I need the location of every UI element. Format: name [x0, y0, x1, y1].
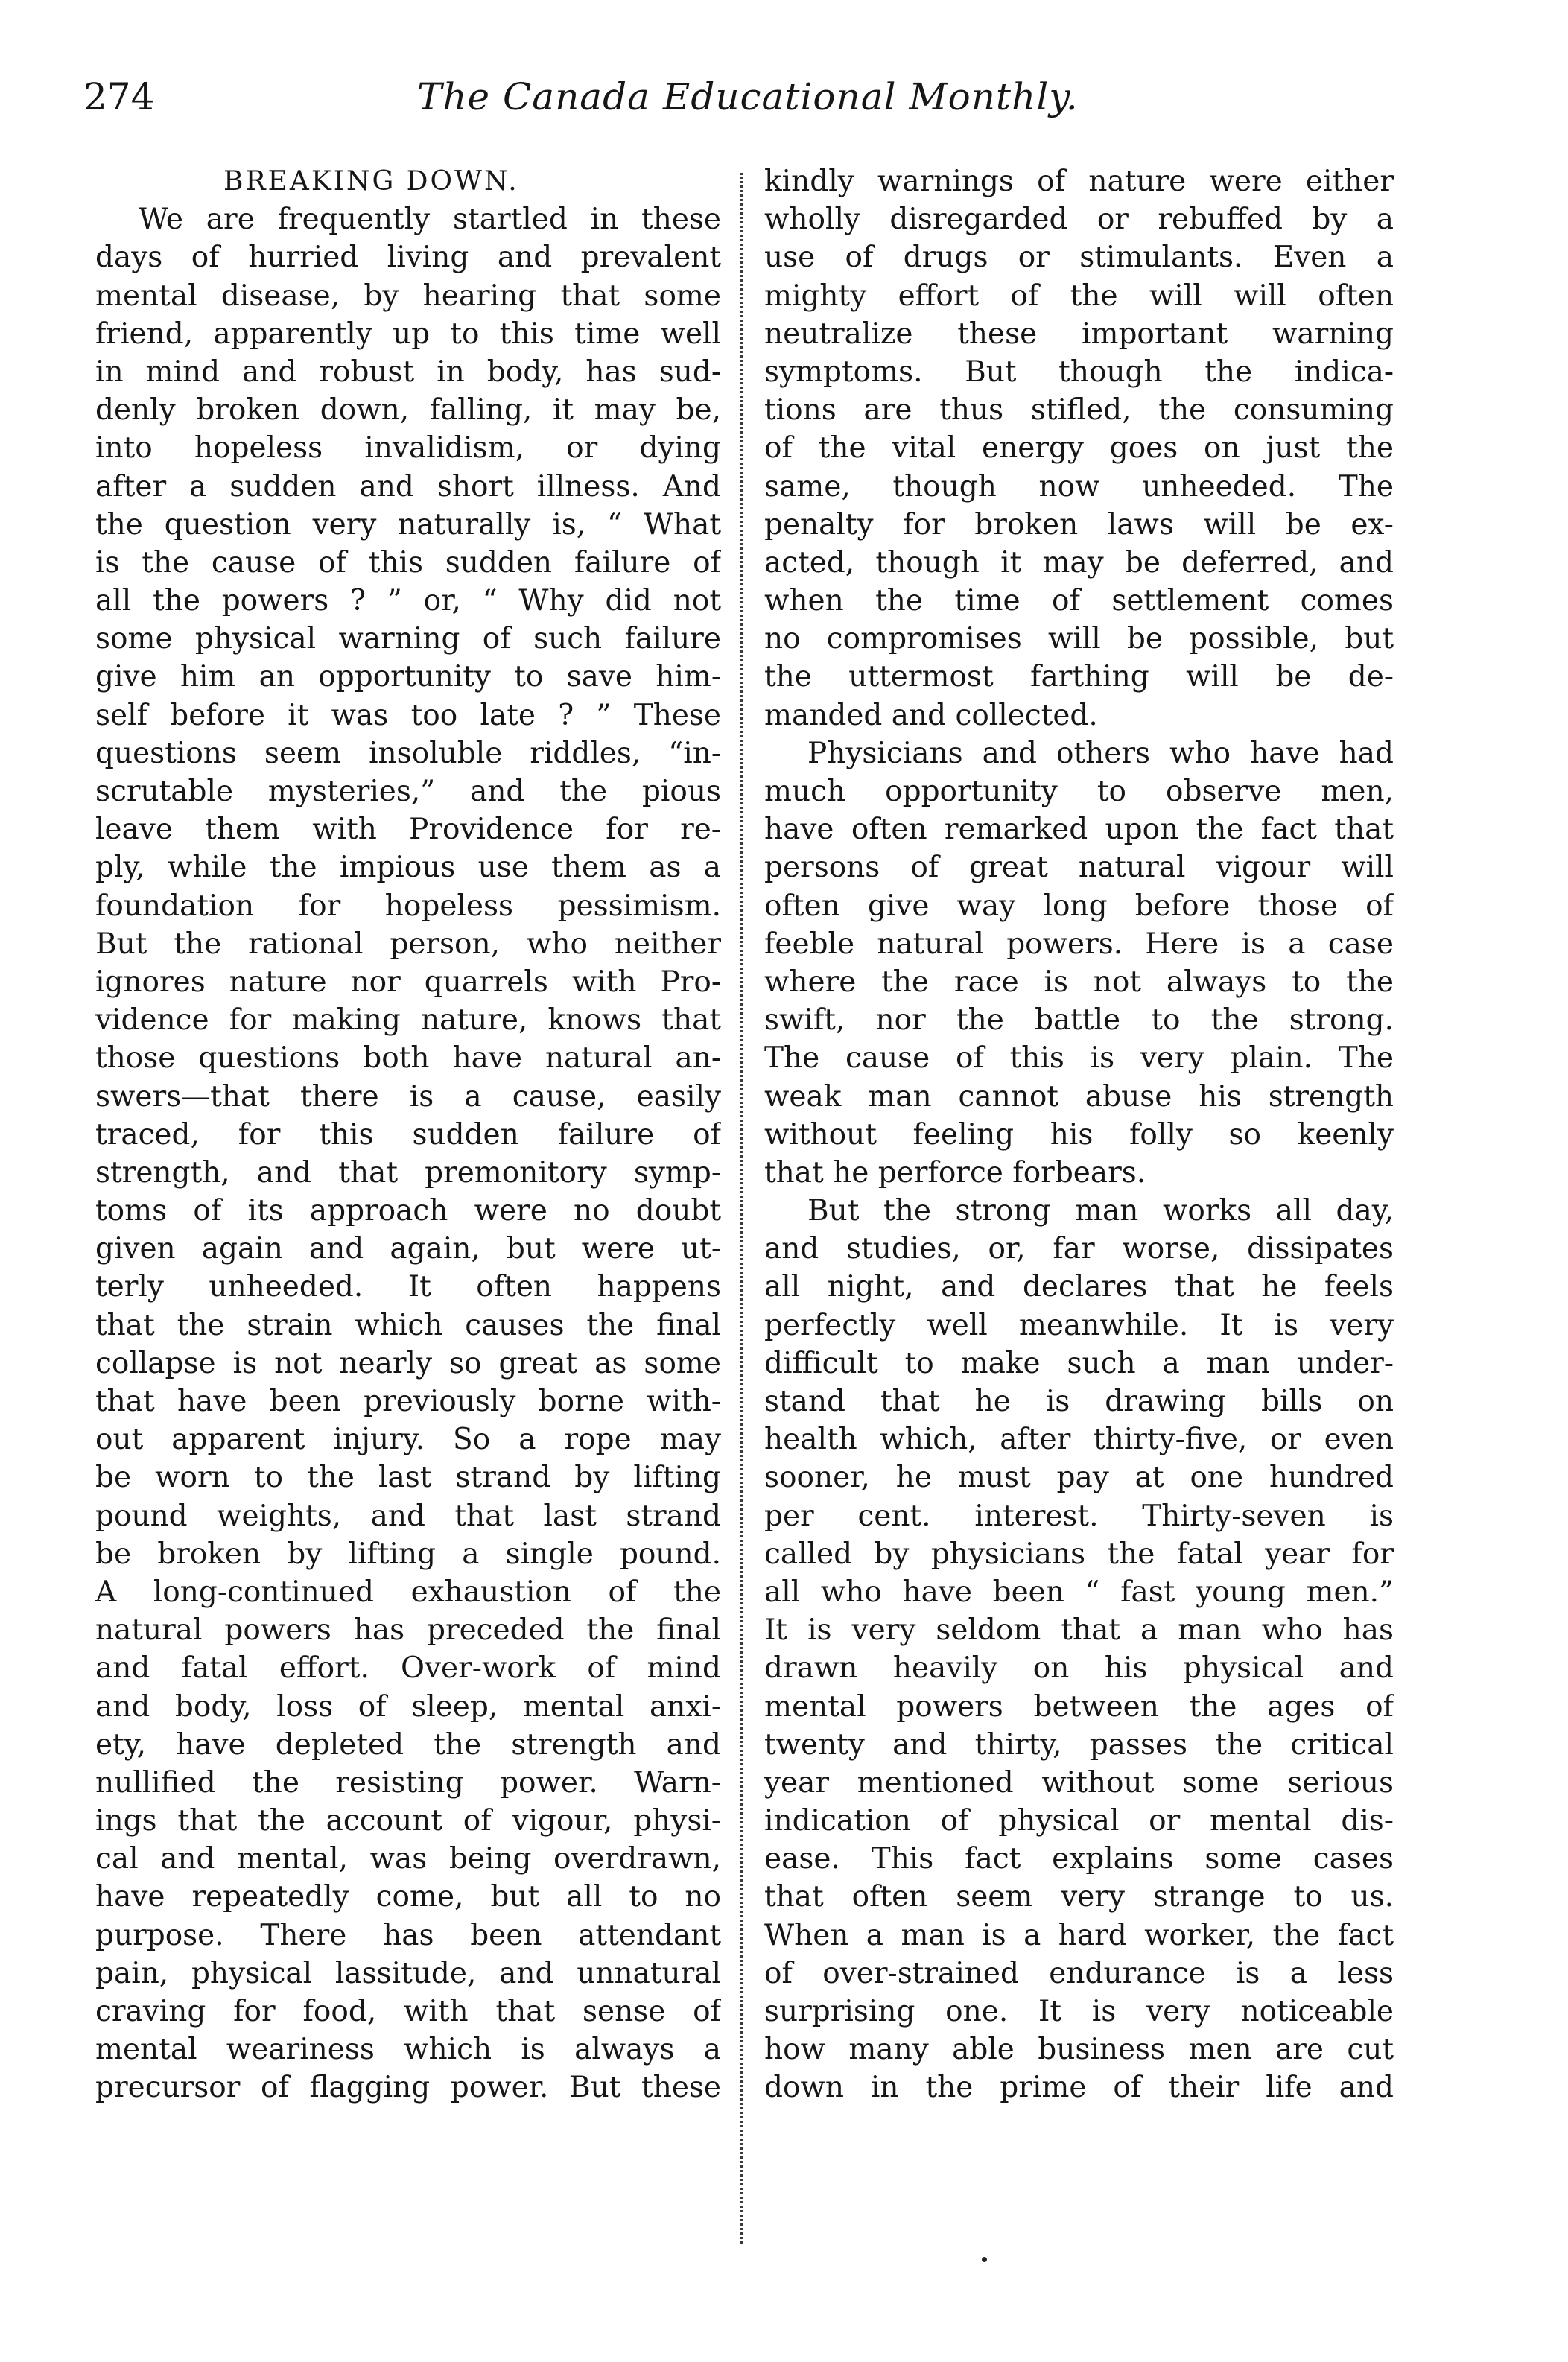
text-line: no compromises will be possible, but: [764, 622, 1394, 656]
text-line: after a sudden and short illness. And: [95, 469, 721, 504]
text-line: pain, physical lassitude, and unnatural: [95, 1956, 721, 1990]
text-line: mental weariness which is always a: [95, 2033, 721, 2067]
text-line: acted, though it may be deferred, and: [764, 545, 1394, 580]
text-line: and body, loss of sleep, mental anxi-: [95, 1689, 721, 1724]
text-line: per cent. interest. Thirty-seven is: [764, 1499, 1394, 1533]
text-line: same, though now unheeded. The: [764, 469, 1394, 504]
text-line: precursor of flagging power. But these: [95, 2071, 721, 2105]
text-line: self before it was too late ? ” These: [95, 698, 721, 732]
text-line: health which, after thirty-five, or even: [764, 1423, 1394, 1457]
text-line: out apparent injury. So a rope may: [95, 1423, 721, 1457]
page-number: 274: [83, 75, 155, 118]
text-line: when the time of settlement comes: [764, 584, 1394, 618]
text-line: ease. This fact explains some cases: [764, 1842, 1394, 1876]
text-line: often give way long before those of: [764, 889, 1394, 923]
text-line: tions are thus stifled, the consuming: [764, 393, 1394, 428]
text-line: questions seem insoluble riddles, “in-: [95, 736, 721, 770]
text-line: symptoms. But though the indica-: [764, 355, 1394, 389]
text-line: called by physicians the fatal year for: [764, 1537, 1394, 1571]
text-line: swers—that there is a cause, easily: [95, 1079, 721, 1114]
text-line: of over-strained endurance is a less: [764, 1956, 1394, 1990]
text-line: sooner, he must pay at one hundred: [764, 1461, 1394, 1495]
text-line: all who have been “ fast young men.”: [764, 1575, 1394, 1609]
text-line: traced, for this sudden failure of: [95, 1117, 721, 1152]
text-line: year mentioned without some serious: [764, 1765, 1394, 1800]
text-line: into hopeless invalidism, or dying: [95, 431, 721, 466]
text-line: neutralize these important warning: [764, 317, 1394, 351]
text-line: mental disease, by hearing that some: [95, 279, 721, 313]
text-line: that he perforce forbears.: [764, 1155, 1146, 1190]
text-line: When a man is a hard worker, the fact: [764, 1918, 1394, 1952]
text-line: craving for food, with that sense of: [95, 1995, 721, 2028]
text-line: much opportunity to observe men,: [764, 775, 1394, 808]
text-line: twenty and thirty, passes the critical: [764, 1727, 1394, 1762]
text-line: ply, while the impious use them as a: [95, 851, 721, 885]
text-line: is the cause of this sudden failure of: [95, 545, 721, 580]
text-line: nullified the resisting power. Warn-: [95, 1765, 721, 1800]
text-line: It is very seldom that a man who has: [764, 1613, 1394, 1648]
text-line: days of hurried living and prevalent: [95, 241, 721, 275]
text-line: pound weights, and that last strand: [95, 1499, 721, 1533]
text-line: the uttermost farthing will be de-: [764, 660, 1394, 694]
text-line: given again and again, but were ut-: [95, 1232, 721, 1266]
text-line: indication of physical or mental dis-: [764, 1804, 1394, 1838]
text-line: vidence for making nature, knows that: [95, 1003, 721, 1038]
text-line: that the strain which causes the final: [95, 1308, 721, 1342]
text-line: terly unheeded. It often happens: [95, 1270, 721, 1304]
text-line: ings that the account of vigour, physi-: [95, 1804, 721, 1838]
running-title: The Canada Educational Monthly.: [417, 75, 1079, 118]
text-line: perfectly well meanwhile. It is very: [764, 1308, 1394, 1342]
left-column: [95, 162, 721, 2107]
text-line: without feeling his folly so keenly: [764, 1117, 1394, 1152]
text-line: toms of its approach were no doubt: [95, 1194, 721, 1228]
text-line: down in the prime of their life and: [764, 2071, 1394, 2105]
text-line: mighty effort of the will will often: [764, 279, 1394, 313]
column-divider: [740, 173, 743, 2244]
text-line: have often remarked upon the fact that: [764, 813, 1394, 847]
text-line: scrutable mysteries,” and the pious: [95, 775, 721, 808]
text-line: drawn heavily on his physical and: [764, 1651, 1394, 1686]
text-line: use of drugs or stimulants. Even a: [764, 241, 1394, 275]
text-line: where the race is not always to the: [764, 965, 1394, 999]
text-line: But the strong man works all day,: [807, 1194, 1394, 1228]
text-line: of the vital energy goes on just the: [764, 431, 1394, 466]
text-line: penalty for broken laws will be ex-: [764, 507, 1394, 542]
text-line: difficult to make such a man under-: [764, 1346, 1394, 1380]
right-column: [764, 162, 1394, 2107]
text-line: ety, have depleted the strength and: [95, 1727, 721, 1762]
text-line: how many able business men are cut: [764, 2033, 1394, 2067]
text-line: kindly warnings of nature were either: [764, 165, 1394, 198]
printer-mark: [982, 2257, 987, 2262]
text-line: ignores nature nor quarrels with Pro-: [95, 965, 721, 999]
text-line: We are frequently startled in these: [139, 203, 721, 237]
text-line: all the powers ? ” or, “ Why did not: [95, 584, 721, 618]
text-line: purpose. There has been attendant: [95, 1918, 721, 1952]
text-line: cal and mental, was being overdrawn,: [95, 1842, 721, 1876]
text-line: that have been previously borne with-: [95, 1385, 721, 1418]
text-line: be worn to the last strand by lifting: [95, 1461, 721, 1495]
text-line: natural powers has preceded the final: [95, 1613, 721, 1648]
text-line: all night, and declares that he feels: [764, 1270, 1394, 1304]
text-line: weak man cannot abuse his strength: [764, 1079, 1394, 1114]
text-line: foundation for hopeless pessimism.: [95, 889, 721, 923]
text-line: strength, and that premonitory symp-: [95, 1155, 721, 1190]
text-line: The cause of this is very plain. The: [764, 1041, 1394, 1076]
text-line: friend, apparently up to this time well: [95, 317, 721, 351]
text-line: in mind and robust in body, has sud-: [95, 355, 721, 389]
text-line: collapse is not nearly so great as some: [95, 1346, 721, 1380]
text-line: the question very naturally is, “ What: [95, 507, 721, 542]
text-line: persons of great natural vigour will: [764, 851, 1394, 885]
text-line: Physicians and others who have had: [807, 736, 1394, 770]
text-line: that often seem very strange to us.: [764, 1880, 1394, 1914]
text-line: give him an opportunity to save him-: [95, 660, 721, 694]
text-line: some physical warning of such failure: [95, 622, 721, 656]
text-line: wholly disregarded or rebuffed by a: [764, 203, 1394, 237]
text-line: those questions both have natural an-: [95, 1041, 721, 1076]
text-line: manded and collected.: [764, 698, 1098, 732]
text-line: feeble natural powers. Here is a case: [764, 927, 1394, 961]
text-line: But the rational person, who neither: [95, 927, 721, 961]
text-line: and studies, or, far worse, dissipates: [764, 1232, 1394, 1266]
text-line: stand that he is drawing bills on: [764, 1385, 1394, 1418]
text-line: be broken by lifting a single pound.: [95, 1537, 721, 1571]
text-line: swift, nor the battle to the strong.: [764, 1003, 1394, 1038]
text-line: have repeatedly come, but all to no: [95, 1880, 721, 1914]
article-heading: BREAKING DOWN.: [223, 166, 519, 197]
text-line: A long-continued exhaustion of the: [95, 1575, 721, 1609]
text-line: surprising one. It is very noticeable: [764, 1995, 1394, 2028]
text-line: and fatal effort. Over-work of mind: [95, 1651, 721, 1686]
text-line: denly broken down, falling, it may be,: [95, 393, 721, 428]
text-line: mental powers between the ages of: [764, 1689, 1394, 1724]
text-line: leave them with Providence for re-: [95, 813, 721, 847]
